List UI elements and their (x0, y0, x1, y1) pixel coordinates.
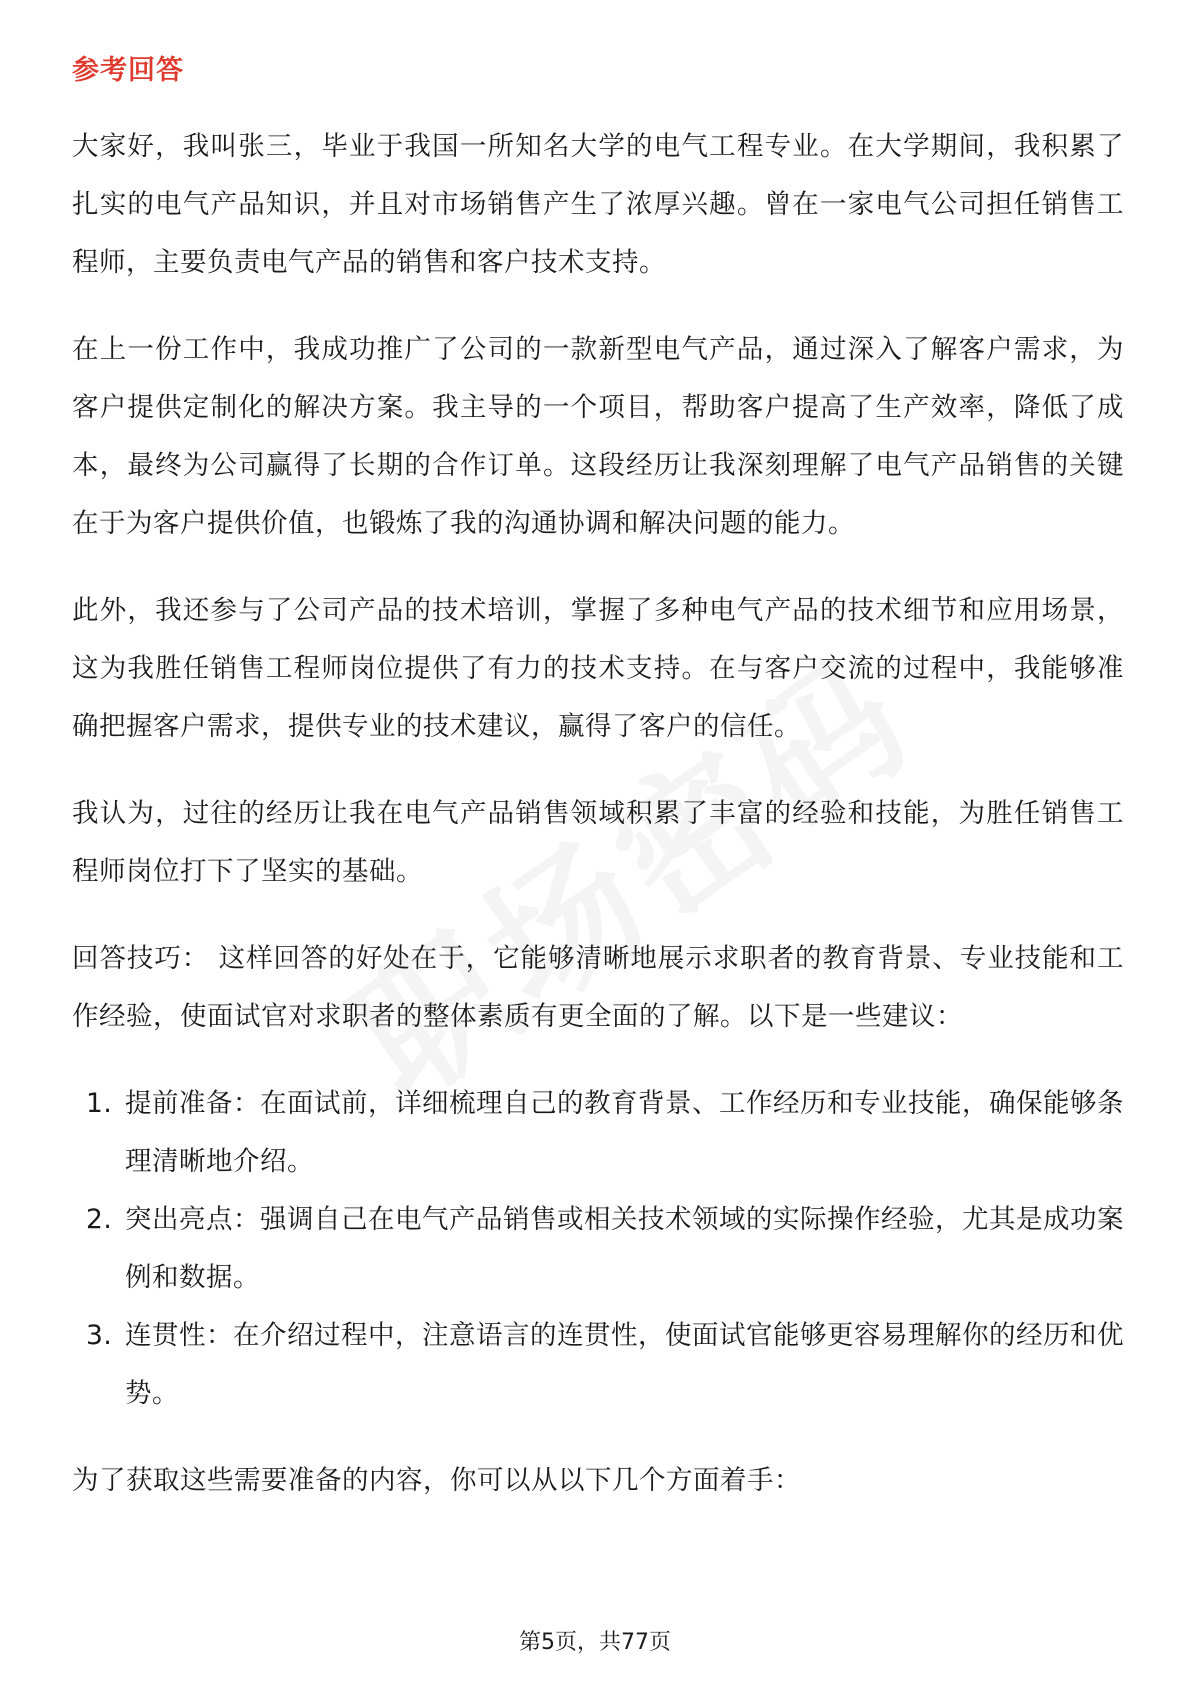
answer-body (72, 118, 1124, 1539)
list-item-number: 2. (86, 1204, 113, 1235)
list-item-text: 连贯性：在介绍过程中，注意语言的连贯性，使面试官能够更容易理解你的经历和优势。 (125, 1320, 1124, 1409)
list-item-text: 提前准备：在面试前，详细梳理自己的教育背景、工作经历和专业技能，确保能够条理清晰地介绍。 (125, 1088, 1124, 1177)
paragraph-experience: 在上一份工作中，我成功推广了公司的一款新型电气产品，通过深入了解客户需求，为客户提供定制化的解决方案。我主导的一个项目，帮助客户提高了生产效率，降低了成本，最终为公司赢得了长期的合作订单。这段经历让我深刻理解了电气产品销售的关键在于为客户提供价值，也锻炼了我的沟通协调和解决问题的能力。 (72, 334, 1124, 539)
paragraph-closing: 为了获取这些需要准备的内容，你可以从以下几个方面着手： (72, 1465, 801, 1496)
section-heading: 参考回答 (72, 55, 184, 86)
list-item (72, 1075, 1124, 1191)
tips-list (72, 1075, 1124, 1423)
list-item-number: 1. (86, 1088, 113, 1119)
page-number: 第5页，共77页 (519, 1630, 671, 1655)
list-item (72, 1307, 1124, 1423)
paragraph-tips-intro: 回答技巧： 这样回答的好处在于，它能够清晰地展示求职者的教育背景、专业技能和工作经验，使面试官对求职者的整体素质有更全面的了解。以下是一些建议： (72, 943, 1124, 1032)
paragraph-conclusion: 我认为，过往的经历让我在电气产品销售领域积累了丰富的经验和技能，为胜任销售工程师岗位打下了坚实的基础。 (72, 798, 1124, 887)
list-item (72, 1191, 1124, 1307)
list-item-number: 3. (86, 1320, 113, 1351)
list-item-text: 突出亮点：强调自己在电气产品销售或相关技术领域的实际操作经验，尤其是成功案例和数据。 (125, 1204, 1124, 1293)
paragraph-training: 此外，我还参与了公司产品的技术培训，掌握了多种电气产品的技术细节和应用场景，这为我胜任销售工程师岗位提供了有力的技术支持。在与客户交流的过程中，我能够准确把握客户需求，提供专业的技术建议，赢得了客户的信任。 (72, 595, 1124, 742)
paragraph-intro: 大家好，我叫张三，毕业于我国一所知名大学的电气工程专业。在大学期间，我积累了扎实的电气产品知识，并且对市场销售产生了浓厚兴趣。曾在一家电气公司担任销售工程师，主要负责电气产品的销售和客户技术支持。 (72, 131, 1124, 278)
